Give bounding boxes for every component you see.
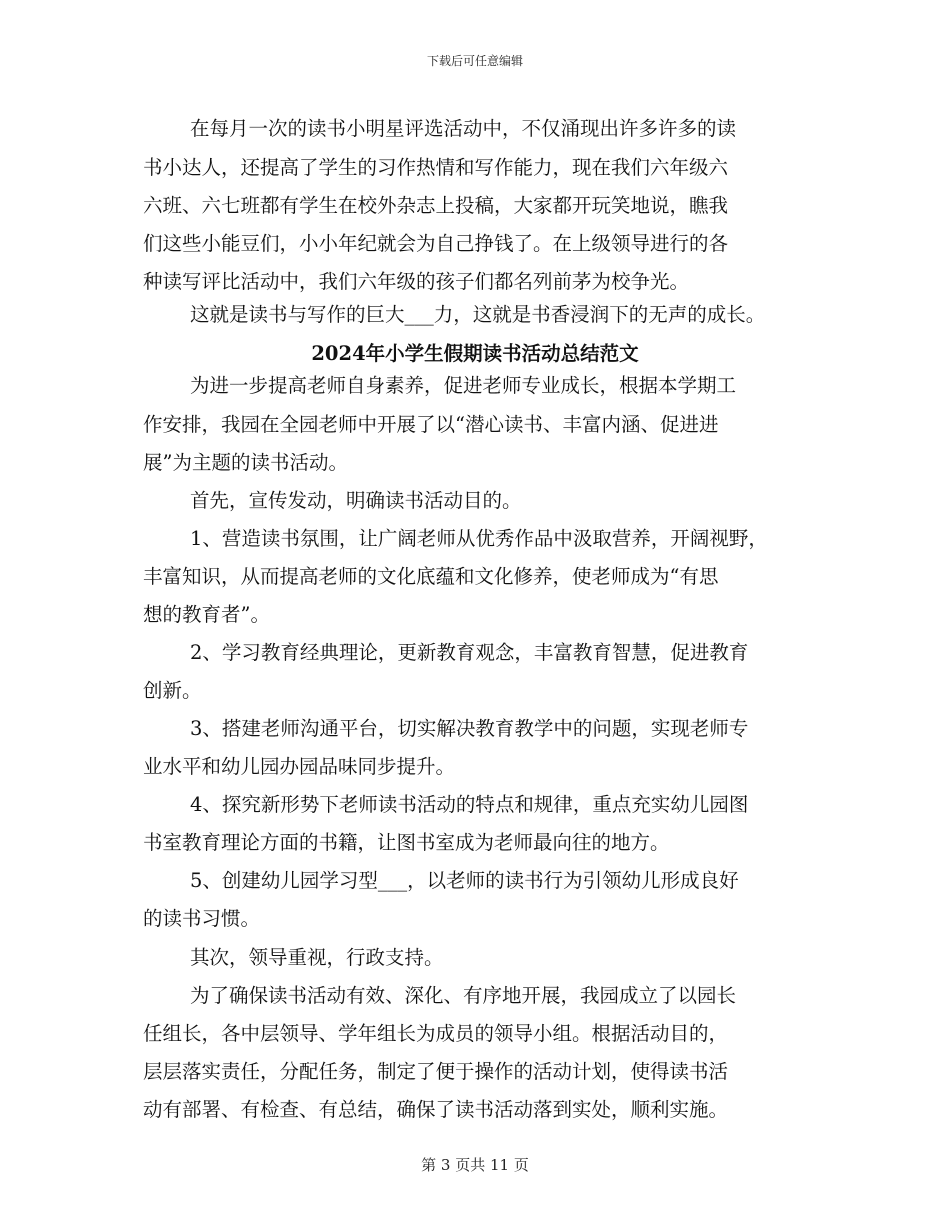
page-footer: 第 3 页共 11 页 — [421, 1156, 529, 1174]
paragraph-line: 4、探究新形势下老师读书活动的特点和规律，重点充实幼儿园图 — [190, 793, 749, 816]
section-title: 2024年小学生假期读书活动总结范文 — [311, 342, 639, 365]
page-header: 下载后可任意编辑 — [426, 54, 523, 68]
paragraph-line: 5、创建幼儿园学习型___，以老师的读书行为引领幼儿形成良好 — [190, 869, 739, 892]
paragraph-line: 动有部署、有检查、有总结，确保了读书活动落到实处，顺利实施。 — [143, 1098, 729, 1121]
paragraph-line: 六班、六七班都有学生在校外杂志上投稿，大家都开玩笑地说，瞧我 — [143, 194, 729, 217]
paragraph-line: 书小达人，还提高了学生的习作热情和写作能力，现在我们六年级六 — [143, 156, 729, 179]
paragraph-line: 作安排，我园在全园老师中开展了以“潜心读书、丰富内涵、促进进 — [143, 413, 719, 436]
paragraph-line: 任组长，各中层领导、学年组长为成员的领导小组。根据活动目的， — [143, 1022, 729, 1045]
paragraph-line: 2、学习教育经典理论，更新教育观念，丰富教育智慧，促进教育 — [190, 641, 749, 664]
paragraph-line: 在每月一次的读书小明星评选活动中，不仅涌现出许多许多的读 — [190, 117, 737, 140]
paragraph-line: 丰富知识，从而提高老师的文化底蕴和文化修养，使老师成为“有思 — [143, 565, 719, 588]
paragraph-line: 想的教育者”。 — [143, 603, 270, 626]
paragraph-line: 的读书习惯。 — [143, 907, 261, 930]
paragraph-line: 层层落实责任，分配任务，制定了便于操作的活动计划，使得读书活 — [143, 1060, 729, 1083]
paragraph-line: 为了确保读书活动有效、深化、有序地开展，我园成立了以园长 — [190, 984, 737, 1007]
paragraph-line: 展”为主题的读书活动。 — [143, 451, 348, 474]
paragraph-line: 1、营造读书氛围，让广阔老师从优秀作品中汲取营养，开阔视野， — [190, 527, 768, 550]
paragraph-line: 创新。 — [143, 679, 202, 702]
paragraph-line: 种读写评比活动中，我们六年级的孩子们都名列前茅为校争光。 — [143, 270, 690, 293]
paragraph-line: 3、搭建老师沟通平台，切实解决教育教学中的问题，实现老师专 — [190, 717, 749, 740]
paragraph-line: 其次，领导重视，行政支持。 — [190, 946, 444, 969]
paragraph-line: 们这些小能豆们，小小年纪就会为自己挣钱了。在上级领导进行的各 — [143, 232, 729, 255]
paragraph-line: 书室教育理论方面的书籍，让图书室成为老师最向往的地方。 — [143, 831, 670, 854]
paragraph-line: 这就是读书与写作的巨大___力，这就是书香浸润下的无声的成长。 — [190, 303, 766, 326]
paragraph-line: 首先，宣传发动，明确读书活动目的。 — [190, 489, 522, 512]
paragraph-line: 业水平和幼儿园办园品味同步提升。 — [143, 755, 456, 778]
paragraph-line: 为进一步提高老师自身素养，促进老师专业成长，根据本学期工 — [190, 374, 737, 397]
